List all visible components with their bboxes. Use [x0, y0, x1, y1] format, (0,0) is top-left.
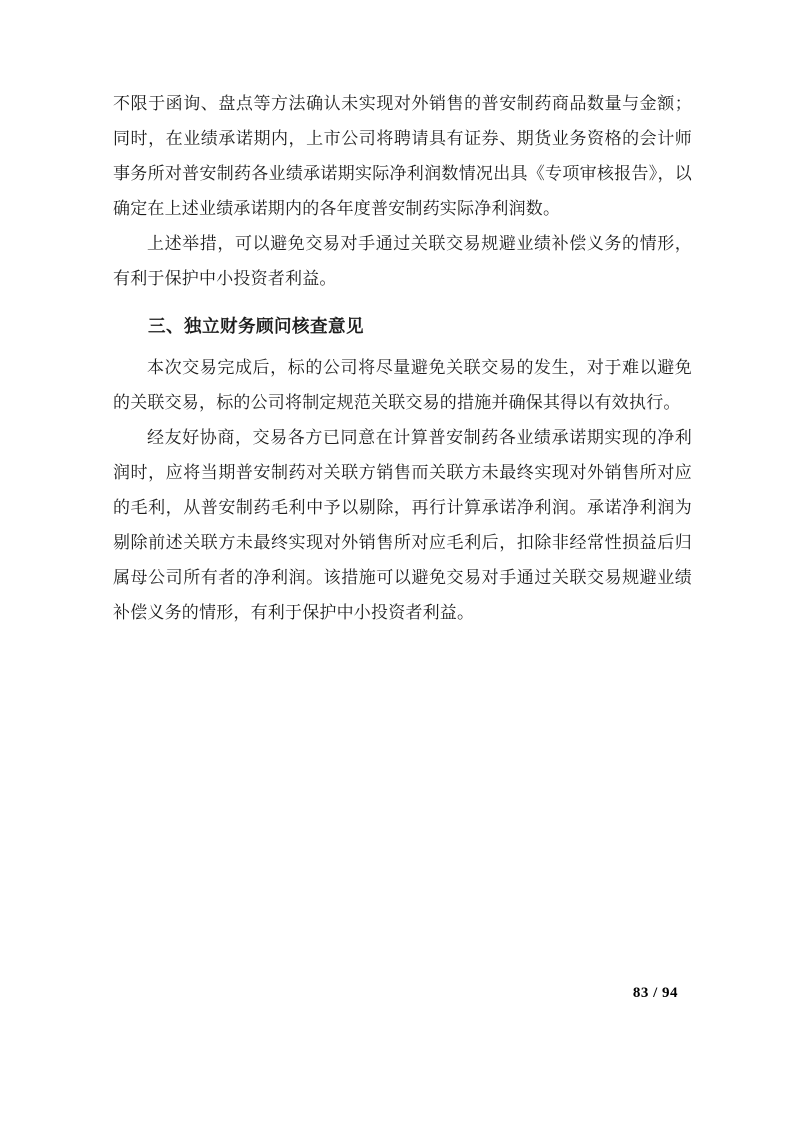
page-number: 83 / 94	[632, 985, 678, 1001]
section-heading-independent-advisor-opinion: 三、独立财务顾问核查意见	[148, 316, 364, 336]
document-content	[113, 86, 692, 630]
paragraph-investor-protection: 上述举措，可以避免交易对手通过关联交易规避业绩补偿义务的情形，有利于保护中小投资者利益。	[113, 234, 692, 288]
paragraph-related-transaction-measures: 本次交易完成后，标的公司将尽量避免关联交易的发生，对于难以避免的关联交易，标的公司将制定规范关联交易的措施并确保其得以有效执行。	[113, 358, 692, 412]
paragraph-profit-calculation-agreement: 经友好协商，交易各方已同意在计算普安制药各业绩承诺期实现的净利润时，应将当期普安制药对关联方销售而关联方未最终实现对外销售所对应的毛利，从普安制药毛利中予以剔除，再行计算承诺净利润。承诺净利润为剔除前述关联方未最终实现对外销售所对应毛利后，扣除非经常性损益后归属母公司所有者的净利润。该措施可以避免交易对手通过关联交易规避业绩补偿义务的情形，有利于保护中小投资者利益。	[113, 428, 692, 622]
paragraph-audit-confirmation: 不限于函询、盘点等方法确认未实现对外销售的普安制药商品数量与金额；同时，在业绩承诺期内，上市公司将聘请具有证券、期货业务资格的会计师事务所对普安制药各业绩承诺期实际净利润数情况出具《专项审核报告》，以确定在上述业绩承诺期内的各年度普安制药实际净利润数。	[113, 94, 692, 218]
